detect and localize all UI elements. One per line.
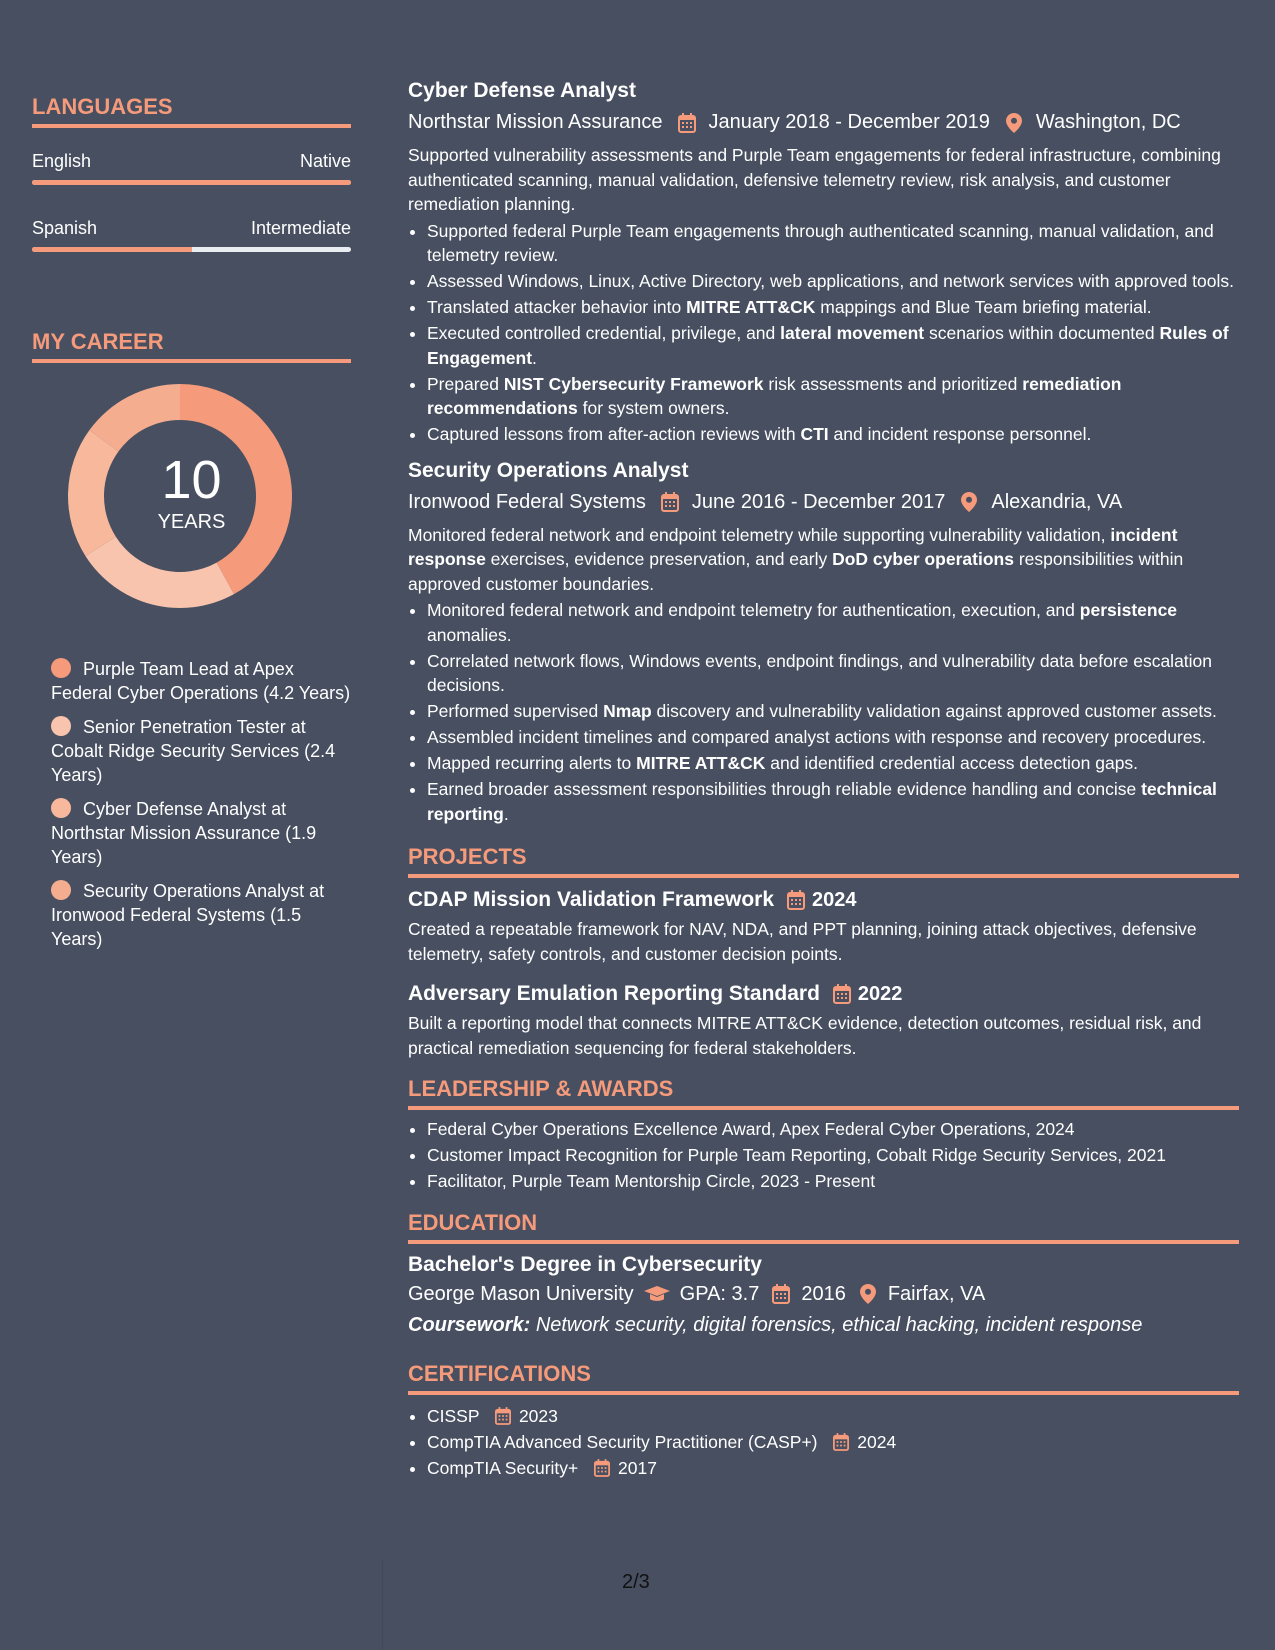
job-meta <box>408 491 1239 514</box>
job-bullet: • Monitored federal network and endpoint telemetry for authentication, execution, and persistence anomalies. <box>427 598 1239 647</box>
education-location: Fairfax, VA <box>887 1282 986 1305</box>
language-level: Native <box>299 151 351 171</box>
leadership-item: • Customer Impact Recognition for Purple Team Reporting, Cobalt Ridge Security Services, 2021 <box>427 1143 1239 1168</box>
job-title: Cyber Defense Analyst <box>408 79 636 102</box>
project-year: 2024 <box>812 888 857 911</box>
project-description: Built a reporting model that connects MITRE ATT&CK evidence, detection outcomes, residual risk, and practical remediation sequencing for federal stakeholders. <box>408 1013 1202 1058</box>
certification-item <box>427 1456 1239 1481</box>
career-item-text: Purple Team Lead at Apex Federal Cyber Operations (4.2 Years) <box>51 659 351 703</box>
job-dates: June 2016 - December 2017 <box>691 490 946 513</box>
location-pin-icon <box>858 1284 878 1304</box>
location-pin-icon <box>959 492 979 512</box>
education-year: 2016 <box>801 1282 846 1305</box>
job-location: Alexandria, VA <box>991 490 1123 513</box>
degree-title: Bachelor's Degree in Cybersecurity <box>408 1252 762 1276</box>
career-item <box>32 879 351 951</box>
job-bullets <box>408 598 1239 826</box>
language-proficiency-bar <box>32 247 351 252</box>
main-content <box>408 0 1239 1482</box>
job-meta <box>408 111 1239 134</box>
certification-year: 2023 <box>518 1405 558 1426</box>
career-donut <box>32 383 351 623</box>
education-heading: EDUCATION <box>408 1210 1239 1244</box>
coursework <box>408 1314 1239 1337</box>
career-item <box>32 715 351 787</box>
career-years-label: YEARS <box>157 511 226 533</box>
school-name: George Mason University <box>408 1282 634 1305</box>
language-item <box>32 151 351 185</box>
graduation-cap-icon <box>644 1284 670 1304</box>
coursework-text: Network security, digital forensics, ethical hacking, incident response <box>535 1313 1143 1336</box>
calendar-icon <box>771 1284 791 1304</box>
project-year: 2022 <box>857 982 903 1005</box>
project-description: Created a repeatable framework for NAV, NDA, and PPT planning, joining attack objectives, defensive telemetry, safety controls, and customer decision points. <box>408 919 1197 964</box>
career-color-dot <box>51 658 71 678</box>
career-item-text: Cyber Defense Analyst at Northstar Mission Assurance (1.9 Years) <box>51 799 317 867</box>
job-title: Security Operations Analyst <box>408 458 689 482</box>
certification-year: 2024 <box>857 1431 897 1452</box>
job-company: Northstar Mission Assurance <box>408 111 663 133</box>
job-bullet: • Correlated network flows, Windows events, endpoint findings, and vulnerability data before escalation decisions. <box>427 649 1239 698</box>
career-item <box>32 657 351 705</box>
career-list <box>32 657 351 951</box>
certification-year: 2017 <box>618 1457 657 1478</box>
languages-heading: LANGUAGES <box>32 94 351 128</box>
project-title: Adversary Emulation Reporting Standard <box>408 982 820 1005</box>
job-entry <box>408 459 1239 827</box>
calendar-icon <box>593 1459 611 1477</box>
projects-heading: PROJECTS <box>408 844 1239 878</box>
job-bullets <box>408 219 1239 447</box>
certification-name: CompTIA Advanced Security Practitioner (CASP+) <box>427 1431 818 1452</box>
coursework-label: Coursework: <box>408 1313 531 1336</box>
job-bullet: • Supported federal Purple Team engagements through authenticated scanning, manual validation, and telemetry review. <box>427 219 1239 268</box>
career-total-years: 10 <box>161 450 222 510</box>
job-bullet: • Assessed Windows, Linux, Active Directory, web applications, and network services with approved tools. <box>427 269 1239 294</box>
career-color-dot <box>51 880 71 900</box>
calendar-icon <box>494 1407 512 1425</box>
certification-item <box>427 1430 1239 1455</box>
calendar-icon <box>832 984 852 1004</box>
job-description: Monitored federal network and endpoint telemetry while supporting vulnerability validation, incident response exercises, evidence preservation, and early DoD cyber operations responsibilities within approved customer boundaries. <box>408 524 1184 594</box>
education-meta <box>408 1283 1239 1306</box>
job-dates: January 2018 - December 2019 <box>708 111 990 133</box>
career-heading: MY CAREER <box>32 329 351 363</box>
leadership-item: • Facilitator, Purple Team Mentorship Circle, 2023 - Present <box>427 1169 1239 1194</box>
project-entry <box>408 888 1239 966</box>
page-number: 2/3 <box>622 1571 650 1593</box>
column-divider <box>382 1560 383 1650</box>
certification-item <box>427 1404 1239 1429</box>
language-item <box>32 218 351 252</box>
certifications-list <box>408 1404 1239 1481</box>
sidebar <box>32 0 351 961</box>
career-color-dot <box>51 798 71 818</box>
career-donut-segment <box>85 537 234 608</box>
calendar-icon <box>832 1433 850 1451</box>
career-item <box>32 797 351 869</box>
calendar-icon <box>660 492 680 512</box>
certification-name: CompTIA Security+ <box>427 1457 579 1478</box>
project-title: CDAP Mission Validation Framework <box>408 888 775 911</box>
certifications-heading: CERTIFICATIONS <box>408 1361 1239 1395</box>
project-entry <box>408 982 1239 1060</box>
job-bullet: • Captured lessons from after-action reviews with CTI and incident response personnel. <box>427 422 1239 447</box>
leadership-list <box>408 1117 1239 1194</box>
language-name: English <box>32 151 92 171</box>
calendar-icon <box>786 890 806 910</box>
language-proficiency-fill <box>32 180 351 185</box>
calendar-icon <box>677 113 697 133</box>
leadership-item: • Federal Cyber Operations Excellence Award, Apex Federal Cyber Operations, 2024 <box>427 1117 1239 1142</box>
career-item-text: Security Operations Analyst at Ironwood Federal Systems (1.5 Years) <box>51 881 325 949</box>
career-color-dot <box>51 716 71 736</box>
location-pin-icon <box>1004 113 1024 133</box>
job-bullet: • Prepared NIST Cybersecurity Framework risk assessments and prioritized remediation recommendations for system owners. <box>427 372 1239 421</box>
language-level: Intermediate <box>250 218 351 238</box>
language-name: Spanish <box>32 218 98 238</box>
career-item-text: Senior Penetration Tester at Cobalt Ridge Security Services (2.4 Years) <box>51 717 336 785</box>
education-gpa: GPA: 3.7 <box>679 1282 760 1305</box>
job-bullet: • Performed supervised Nmap discovery and vulnerability validation against approved customer assets. <box>427 699 1239 724</box>
job-company: Ironwood Federal Systems <box>408 490 646 513</box>
certification-name: CISSP <box>427 1405 480 1426</box>
language-proficiency-fill <box>32 247 192 252</box>
job-bullet: • Mapped recurring alerts to MITRE ATT&CK and identified credential access detection gaps. <box>427 751 1239 776</box>
job-entry <box>408 79 1239 447</box>
education-entry <box>408 1253 1239 1337</box>
leadership-heading: LEADERSHIP & AWARDS <box>408 1076 1239 1110</box>
job-bullet: • Earned broader assessment responsibilities through reliable evidence handling and concise technical reporting. <box>427 777 1239 826</box>
job-bullet: • Executed controlled credential, privilege, and lateral movement scenarios within documented Rules of Engagement. <box>427 321 1239 370</box>
job-location: Washington, DC <box>1035 111 1181 133</box>
language-proficiency-bar <box>32 180 351 185</box>
job-description: Supported vulnerability assessments and Purple Team engagements for federal infrastructure, combining authenticated scanning, manual validation, defensive telemetry review, risk analysis, and customer remediation planning. <box>408 145 1221 214</box>
job-bullet: • Assembled incident timelines and compared analyst actions with response and recovery procedures. <box>427 725 1239 750</box>
job-bullet: • Translated attacker behavior into MITRE ATT&CK mappings and Blue Team briefing material. <box>427 295 1239 320</box>
